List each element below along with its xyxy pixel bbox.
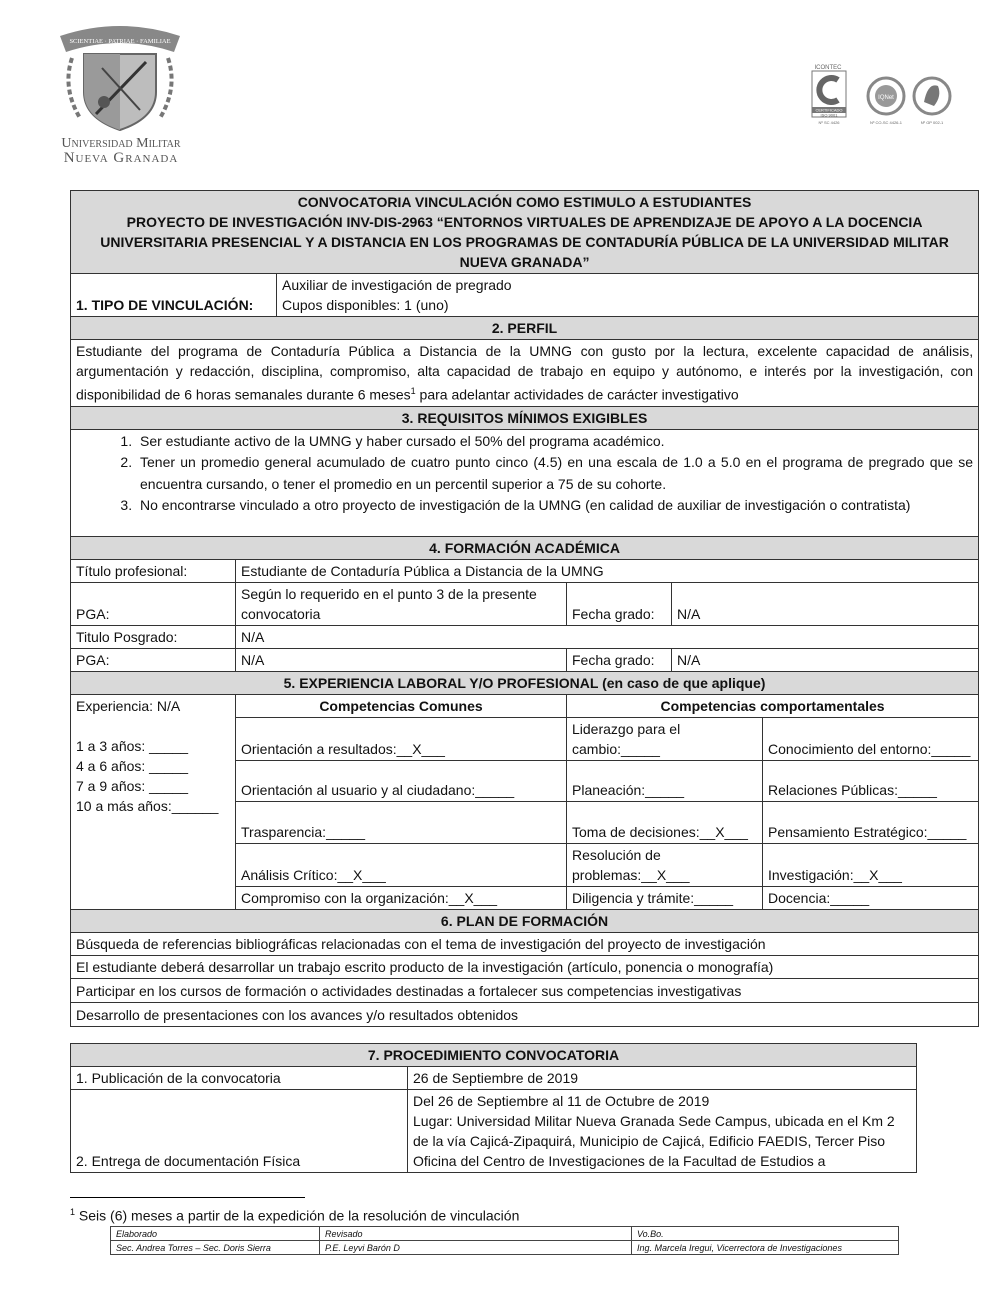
svg-text:Nº SC 4426: Nº SC 4426 (818, 120, 840, 125)
perfil-heading: 2. PERFIL (71, 317, 979, 340)
requisitos-heading: 3. REQUISITOS MÍNIMOS EXIGIBLES (71, 406, 979, 429)
competencia-cell: Pensamiento Estratégico:_____ (763, 801, 979, 843)
competencia-cell: Planeación:_____ (567, 760, 763, 801)
elaborado-value: Sec. Andrea Torres – Sec. Doris Sierra (111, 1241, 320, 1255)
requisito-item: 1. Ser estudiante activo de la UMNG y haber cursado el 50% del programa académico. (136, 431, 973, 453)
step2-label: 2. Entrega de documentación Física (71, 1090, 408, 1173)
competencia-cell: Conocimiento del entorno:_____ (763, 717, 979, 760)
revisado-label: Revisado (320, 1227, 632, 1241)
svg-text:Nº GP 002-1: Nº GP 002-1 (920, 120, 944, 125)
plan-heading: 6. PLAN DE FORMACIÓN (71, 909, 979, 932)
icontec-certificate-icon (808, 62, 958, 132)
revisado-value: P.E. Leyvi Barón D (320, 1241, 632, 1255)
competencia-cell: Diligencia y trámite:_____ (567, 886, 763, 909)
institution-name (56, 136, 186, 166)
competencia-cell: Orientación a resultados:__X___ (236, 717, 567, 760)
plan-item: Participar en los cursos de formación o actividades destinadas a fortalecer sus competencias investigativas (71, 978, 979, 1002)
formacion-heading: 4. FORMACIÓN ACADÉMICA (71, 536, 979, 559)
tipo-label: 1. TIPO DE VINCULACIÓN: (71, 274, 277, 317)
svg-text:CERTIFICADO: CERTIFICADO (815, 107, 843, 113)
fecha-grado2-value: N/A (672, 648, 979, 671)
competencia-cell: Relaciones Públicas:_____ (763, 760, 979, 801)
competencia-cell: Compromiso con la organización:__X___ (236, 886, 567, 909)
convocatoria-table (70, 190, 979, 1027)
competencias-comportamentales-heading: Competencias comportamentales (567, 694, 979, 717)
competencia-cell: Orientación al usuario y al ciudadano:_____ (236, 760, 567, 801)
vobo-value: Ing. Marcela Iregui, Vicerrectora de Investigaciones (632, 1241, 899, 1255)
institution-line1: Universidad Militar (61, 136, 181, 151)
tipo-value2: Cupos disponibles: 1 (uno) (282, 297, 449, 313)
exp-range: 4 a 6 años: _____ (76, 757, 189, 774)
tipo-value (277, 274, 979, 317)
step1-label: 1. Publicación de la convocatoria (71, 1067, 408, 1090)
svg-text:Nº CO-SC 4426-1: Nº CO-SC 4426-1 (870, 120, 902, 125)
step2-location: Lugar: Universidad Militar Nueva Granada Sede Campus, ubicada en el Km 2 de la vía Cajicá-Zipaquirá, Municipio de Cajicá, Edificio FAEDIS, Tercer Piso Oficina del Centro de Investigaciones de la Facultad de Estudios a (413, 1113, 895, 1169)
iqnet-icon: IQNet (878, 95, 894, 101)
elaborado-label: Elaborado (111, 1227, 320, 1241)
posgrado-label: Titulo Posgrado: (71, 625, 236, 648)
pga2-label: PGA: (71, 648, 236, 671)
competencia-cell: Trasparencia:_____ (236, 801, 567, 843)
pga-label: PGA: (71, 582, 236, 625)
step2-value (408, 1090, 917, 1173)
pga2-value: N/A (236, 648, 567, 671)
titulo-value: Estudiante de Contaduría Pública a Distancia de la UMNG (236, 559, 979, 582)
certifier-text: ICONTEC (814, 65, 842, 71)
footnote-separator (70, 1197, 305, 1198)
fecha-grado-value: N/A (672, 582, 979, 625)
competencia-cell: Investigación:__X___ (763, 843, 979, 886)
motto-text: SCIENTIAE · PATRIAE · FAMILIAE (69, 38, 171, 45)
competencia-cell: Docencia:_____ (763, 886, 979, 909)
procedimiento-table (70, 1043, 917, 1173)
title-block (71, 191, 979, 274)
exp-range: 7 a 9 años: _____ (76, 777, 189, 794)
experiencia-label: Experiencia: N/A (76, 697, 181, 714)
perfil-text: Estudiante del programa de Contaduría Pública a Distancia de la UMNG con gusto por la lectura, excelente capacidad de análisis, argumentación y redacción, disciplina, compromiso, alta capacidad de trabajo en equipo y autónomo, e interés por la investigación, con disponibilidad de 6 horas semanales durante 6 meses$^1$ para adelantar actividades de carácter investigativo (71, 340, 979, 407)
experiencia-heading: 5. EXPERIENCIA LABORAL Y/O PROFESIONAL (en caso de que aplique) (71, 671, 979, 694)
fecha-grado-label: Fecha grado: (567, 582, 672, 625)
plan-item: Desarrollo de presentaciones con los avances y/o resultados obtenidos (71, 1002, 979, 1026)
requisito-item: 2. Tener un promedio general acumulado de cuatro punto cinco (4.5) en una escala de 1.0 a 5.0 en el programa de pregrado que se encuentra cursando, o tener el promedio en un percentil superior a 75 de su cohorte. (136, 452, 973, 495)
title-line2: PROYECTO DE INVESTIGACIÓN INV-DIS-2963 “ENTORNOS VIRTUALES DE APRENDIZAJE DE APOYO A LA DOCENCIA UNIVERSITARIA PRESENCIAL Y A DISTANCIA EN LOS PROGRAMAS DE CONTADURÍA PÚBLICA DE LA UNIVERSIDAD MILITAR NUEVA GRANADA” (100, 214, 949, 270)
step2-dates: Del 26 de Septiembre al 11 de Octubre de 2019 (413, 1093, 710, 1109)
fecha-grado2-label: Fecha grado: (567, 648, 672, 671)
requisitos-list (71, 429, 979, 536)
step1-value: 26 de Septiembre de 2019 (408, 1067, 917, 1090)
vobo-label: Vo.Bo. (632, 1227, 899, 1241)
competencia-cell: Resolución de problemas:__X___ (567, 843, 763, 886)
institution-line2: Nueva Granada (63, 150, 179, 166)
certification-logos (808, 62, 958, 132)
tipo-value1: Auxiliar de investigación de pregrado (282, 277, 512, 293)
plan-item: El estudiante deberá desarrollar un trabajo escrito producto de la investigación (artículo, ponencia o monografía) (71, 955, 979, 978)
exp-range: 1 a 3 años: _____ (76, 737, 189, 754)
footnote: $^1$ Seis (6) meses a partir de la expedición de la resolución de vinculación (70, 1207, 520, 1224)
crest-shield-icon (50, 18, 190, 136)
competencia-cell: Análisis Crítico:__X___ (236, 843, 567, 886)
titulo-label: Título profesional: (71, 559, 236, 582)
title-line1: CONVOCATORIA VINCULACIÓN COMO ESTIMULO A ESTUDIANTES (297, 194, 752, 210)
competencia-cell: Liderazgo para el cambio:_____ (567, 717, 763, 760)
pga-value: Según lo requerido en el punto 3 de la presente convocatoria (236, 582, 567, 625)
exp-range: 10 a más años:______ (76, 797, 219, 814)
requisito-item: 3. No encontrarse vinculado a otro proyecto de investigación de la UMNG (en calidad de auxiliar de investigación o contratista) (136, 495, 973, 517)
signature-table (110, 1226, 899, 1255)
plan-item: Búsqueda de referencias bibliográficas relacionadas con el tema de investigación del proyecto de investigación (71, 932, 979, 955)
competencia-cell: Toma de decisiones:__X___ (567, 801, 763, 843)
university-crest-logo (50, 18, 190, 168)
svg-text:ISO 9001: ISO 9001 (820, 112, 838, 118)
procedimiento-heading: 7. PROCEDIMIENTO CONVOCATORIA (71, 1044, 917, 1067)
posgrado-value: N/A (236, 625, 979, 648)
competencias-comunes-heading: Competencias Comunes (236, 694, 567, 717)
experiencia-years (71, 694, 236, 909)
